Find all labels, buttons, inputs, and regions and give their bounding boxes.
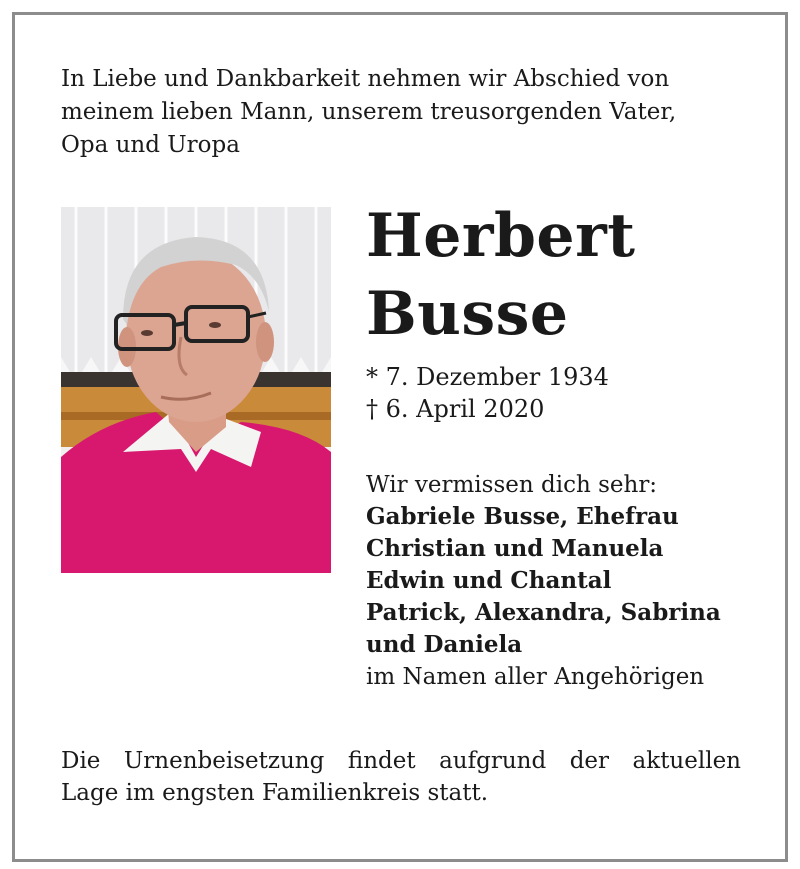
mourners-outro: im Namen aller Angehörigen	[366, 664, 705, 690]
deceased-name	[366, 197, 766, 353]
mourner-name: Gabriele Busse, Ehefrau	[366, 503, 679, 530]
mourner-name: Patrick, Alexandra, Sabrina	[366, 599, 721, 626]
first-name: Herbert	[366, 201, 636, 271]
mourner-name: Edwin und Chantal	[366, 567, 612, 594]
mourners-block	[366, 469, 786, 693]
birth-date: * 7. Dezember 1934	[366, 363, 609, 391]
intro-text	[61, 63, 751, 162]
life-dates	[366, 361, 766, 425]
mourners-intro: Wir vermissen dich sehr:	[366, 472, 658, 498]
closing-line: Die Urnenbeisetzung findet aufgrund der aktuellen	[61, 748, 741, 774]
intro-line: In Liebe und Dankbarkeit nehmen wir Abschied von	[61, 66, 670, 92]
closing-text	[61, 745, 741, 809]
mourner-name: und Daniela	[366, 631, 523, 658]
closing-line: Lage im engsten Familienkreis statt.	[61, 780, 489, 806]
death-date: † 6. April 2020	[366, 395, 545, 423]
mourner-name: Christian und Manuela	[366, 535, 664, 562]
intro-line: meinem lieben Mann, unserem treusorgenden Vater,	[61, 99, 677, 125]
intro-line: Opa und Uropa	[61, 132, 240, 158]
portrait-photo	[61, 207, 331, 573]
last-name: Busse	[366, 279, 569, 349]
